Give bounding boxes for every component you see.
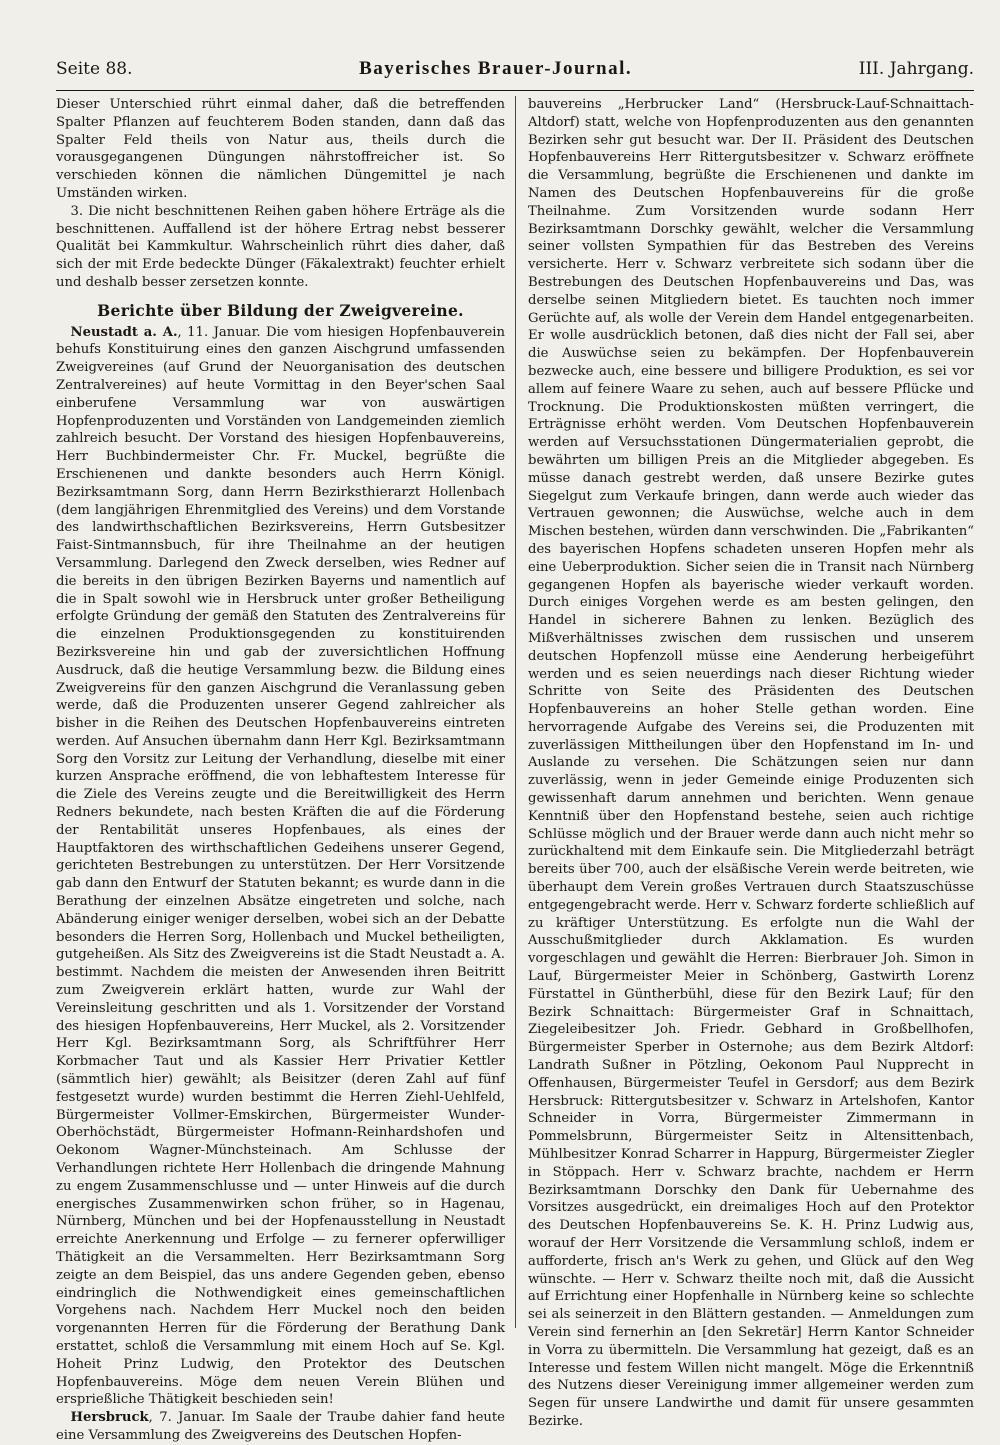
page-number: Seite 88. [56,59,133,79]
right-column [515,96,974,1429]
page-header [56,58,974,88]
report-hersbruck [56,1409,505,1445]
report-place: Hersbruck [70,1410,149,1426]
left-column [56,96,515,1443]
paragraph: 3. Die nicht beschnittenen Reihen gaben höhere Erträge als die beschnittenen. Auffallend ist der höhere Ertrag nebst besserer Qualität bei Kammkultur. Wahrscheinlich rührt dies daher, daß sich der mit Erde bedeckte Dünger (Fäkalextrakt) feuchter erhielt und deshalb besser zersetzen konnte. [56,203,505,290]
paragraph: bauvereins „Herbrucker Land“ (Hersbruck-Lauf-Schnaittach-Altdorf) statt, welche von Hopfenproduzenten aus den genannten Bezirken sehr gut besucht war. Der II. Präsident des Deutschen Hopfenbauvereins Herr Rittergutsbesitzer v. Schwarz eröffnete die Versammlung, begrüßte die Erschienenen und dankte im Namen des Deutschen Hopfenbauvereins für die große Theilnahme. Zum Vorsitzenden wurde sodann Herr Bezirksamtmann Dorschky gewählt, welcher die Versammlung seiner vollsten Sympathien für das Bestreben des Vereins versicherte. Herr v. Schwarz verbreitete sich sodann über die Bestrebungen des Deutschen Hopfenbauvereins und Das, was derselbe seinen Mitgliedern bietet. Es tauchten noch immer Gerüchte auf, als wolle der Verein dem Handel entgegenarbeiten. Er wolle ausdrücklich betonen, daß dies nicht der Fall sei, aber die Auswüchse seien zu bekämpfen. Der Hopfenbauverein bezwecke auch, eine bessere und billigere Produktion, es sei vor allem auf feinere Waare zu sehen, auch auf bessere Pflücke und Trocknung. Die Produktionskosten müßten verringert, die Erträgnisse erhöht werden. Vom Deutschen Hopfenbauverein werden auf Versuchsstationen Düngermaterialien geprobt, die bewährten um billigen Preis an die Mitglieder abgegeben. Es müsse danach gestrebt werden, daß unsere Bezirke gutes Siegelgut zum Verkaufe bringen, dann werde auch wieder das Vertrauen gewonnen; die Auswüchse, welche auch in dem Mischen bestehen, würden dann verschwinden. Die „Fabrikanten“ des bayerischen Hopfens schadeten unseren Hopfen mehr als eine Ueberproduktion. Sicher seien die in Transit nach Nürnberg gegangenen Hopfen als bayerische wieder verkauft worden. Durch einiges Vorgehen werde es am besten gelingen, den Handel in sicherere Bahnen zu lenken. Bezüglich des Mißverhältnisses zwischen dem russischen und unserem deutschen Hopfenzoll müsse eine Aenderung herbeigeführt werden und es seien neuerdings nach dieser Richtung wieder Schritte von Seite des Präsidenten des Deutschen Hopfenbauvereins an hoher Stelle gethan worden. Eine hervorragende Aufgabe des Vereins sei, die Produzenten mit zuverlässigen Mittheilungen über den Hopfenstand im In- und Auslande zu versehen. Die Schätzungen seien nur dann zuverlässig, wenn in jeder Gemeinde einige Produzenten sich gewissenhaft darum annehmen und berichten. Wenn genaue Kenntniß über den Hopfenstand bestehe, seien auch richtige Schlüsse möglich und der Brauer werde dann auch nicht mehr so zurückhaltend mit dem Einkaufe sein. Die Mitgliederzahl beträgt bereits über 700, auch der elsäßische Verein werde beitreten, wie überhaupt dem Verein großes Vertrauen durch Staatszuschüsse entgegengebracht werde. Herr v. Schwarz forderte schließlich auf zu kräftiger Unterstützung. Es erfolgte nun die Wahl der Ausschußmitglieder durch Akklamation. Es wurden vorgeschlagen und gewählt die Herren: Bierbrauer Joh. Simon in Lauf, Bürgermeister Meier in Schönberg, Gastwirth Lorenz Fürstattel in Güntherbühl, diese für den Bezirk Lauf; für den Bezirk Schnaittach: Bürgermeister Graf in Schnaittach, Ziegeleibesitzer Joh. Friedr. Gebhard in Großbellhofen, Bürgermeister Sperber in Osternohe; aus dem Bezirk Altdorf: Landrath Sußner in Pötzling, Oekonom Paul Nupprecht in Offenhausen, Bürgermeister Teufel in Gersdorf; aus dem Bezirk Hersbruck: Rittergutsbesitzer v. Schwarz in Artelshofen, Kantor Schneider in Vorra, Bürgermeister Zimmermann in Pommelsbrunn, Bürgermeister Seitz in Altensittenbach, Mühlbesitzer Konrad Scharrer in Happurg, Bürgermeister Ziegler in Stöppach. Herr v. Schwarz brachte, nachdem er Herrn Bezirksamtmann Dorschky den Dank für Uebernahme des Vorsitzes ausgedrückt, ein dreimaliges Hoch auf den Protektor des Deutschen Hopfenbauvereins Se. K. H. Prinz Ludwig aus, worauf der Herr Vorsitzende die Versammlung schloß, indem er aufforderte, frisch an's Werk zu gehen, und Glück auf den Weg wünschte. — Herr v. Schwarz theilte noch mit, daß die Aussicht auf Errichtung einer Hopfenhalle in Nürnberg keine so schlechte sei als seinerzeit in den Blättern gestanden. — Anmeldungen zum Verein sind fernerhin an [den Sekretär] Herrn Kantor Schneider in Vorra zu übermitteln. Die Versammlung hat gezeigt, daß es an Interesse und festem Willen nicht mangelt. Möge die Erkenntniß des Nutzens dieser Vereinigung immer allgemeiner werden zum Segen für unsere Landwirthe und damit für unsere gesammten Bezirke. [528,97,974,1429]
section-title: Berichte über Bildung der Zweigvereine. [97,300,464,320]
report-text: , 11. Januar. Die vom hiesigen Hopfenbauverein behufs Konstituirung eines den ganzen Aischgrund umfassenden Zweigvereines (auf Grund der Neuorganisation des deutschen Zentralvereines) auf heute Vormittag in den Beyer'schen Saal einberufene Versammlung war von auswärtigen Hopfenproduzenten und Vorständen von Landgemeinden ziemlich zahlreich besucht. Der Vorstand des hiesigen Hopfenbauvereins, Herr Buchbindermeister Chr. Fr. Muckel, begrüßte die Erschienenen und dankte besonders auch Herrn Königl. Bezirksamtmann Sorg, dann Herrn Bezirksthierarzt Hollenbach (dem langjährigen Ehrenmitglied des Vereins) und dem Vorstande des landwirthschaftlichen Bezirksvereins, Herrn Gutsbesitzer Faist-Sintmannsbuch, für ihre Theilnahme an der heutigen Versammlung. Darlegend den Zweck derselben, wies Redner auf die bereits in den übrigen Bezirken Bayerns und namentlich auf die in Spalt sowohl wie in Hersbruck unter großer Betheiligung erfolgte Gründung der gemäß den Statuten des Zentralvereins für die einzelnen Produktionsgegenden zu konstituirenden Bezirksvereine hin und gab der zuversichtlichen Hoffnung Ausdruck, daß die heutige Versammlung bezw. die Bildung eines Zweigvereins für den ganzen Aischgrund die Veranlassung geben werde, daß die Produzenten unserer Gegend zahlreicher als bisher in die Reihen des Deutschen Hopfenbauvereins eintreten werden. Auf Ansuchen übernahm dann Herr Kgl. Bezirksamtmann Sorg den Vorsitz zur Leitung der Verhandlung, dieselbe mit einer kurzen Ansprache eröffnend, die von lebhaftestem Interesse für die Ziele des Vereins zeugte und die Bereitwilligkeit des Herrn Redners bekundete, nach besten Kräften die auf die Förderung der Rentabilität unseres Hopfenbaues, als eines der Hauptfaktoren des wirthschaftlichen Gedeihens unserer Gegend, gerichteten Bestrebungen zu unterstützen. Der Herr Vorsitzende gab dann den Entwurf der Statuten bekannt; es wurde dann in die Berathung der einzelnen Absätze eingetreten und solche, nach Abänderung einiger weniger derselben, wobei sich an der Debatte besonders die Herren Sorg, Hollenbach und Muckel betheiligten, gutgeheißen. Als Sitz des Zweigvereins ist die Stadt Neustadt a. A. bestimmt. Nachdem die meisten der Anwesenden ihren Beitritt zum Zweigverein erklärt hatten, wurde zur Wahl der Vereinsleitung geschritten und als 1. Vorsitzender der Vorstand des hiesigen Hopfenbauvereins, Herr Muckel, als 2. Vorsitzender Herr Kgl. Bezirksamtmann Sorg, als Schriftführer Herr Korbmacher Taut und als Kassier Herr Privatier Kettler (sämmtlich hier) gewählt; als Beisitzer (deren Zahl auf fünf festgesetzt wurde) wurden bestimmt die Herren Ziehl-Uehlfeld, Bürgermeister Vollmer-Emskirchen, Bürgermeister Wunder-Oberhöchstädt, Bürgermeister Hofmann-Reinhardshofen und Oekonom Wagner-Münchsteinach. Am Schlusse der Verhandlungen richtete Herr Hollenbach die dringende Mahnung zu engem Zusammenschlusse und — unter Hinweis auf die durch energisches Zusammenwirken schon früher, so in Hagenau, Nürnberg, München und bei der Hopfenausstellung in Neustadt erreichte Anerkennung und Erfolge — zu fernerer opferwilliger Thätigkeit an die Versammelten. Herr Bezirksamtmann Sorg zeigte an dem Beispiel, das uns andere Gegenden geben, ebenso eindringlich die Nothwendigkeit eines gemeinschaftlichen Vorgehens nach. Nachdem Herr Muckel noch den beiden vorgenannten Herren für die Förderung der Berathung Dank erstattet, schloß die Versammlung mit einem Hoch auf Se. Kgl. Hoheit Prinz Ludwig, den Protektor des Deutschen Hopfenbauvereins. Möge dem neuen Verein Blühen und ersprießliche Thätigkeit beschieden sein! [56,324,505,1408]
paragraph: Dieser Unterschied rührt einmal daher, daß die betreffenden Spalter Pflanzen auf feuchterem Boden standen, dann daß das Spalter Feld theils von Natur aus, theils durch die vorausgegangenen Düngungen nährstoffreicher ist. So verschieden können die nämlichen Düngemittel je nach Umständen wirken. [56,97,505,201]
report-neustadt [56,324,505,1410]
text-columns [56,96,974,1443]
report-place: Neustadt a. A. [70,324,178,340]
header-rule [56,90,974,91]
volume-label: III. Jahrgang. [858,59,974,79]
journal-title: Bayerisches Brauer-Journal. [359,58,633,79]
report-text: , 7. Januar. Im Saale der Traube dahier fand heute eine Versammlung des Zweigvereins des Deutschen Hopfen- [56,1410,505,1443]
